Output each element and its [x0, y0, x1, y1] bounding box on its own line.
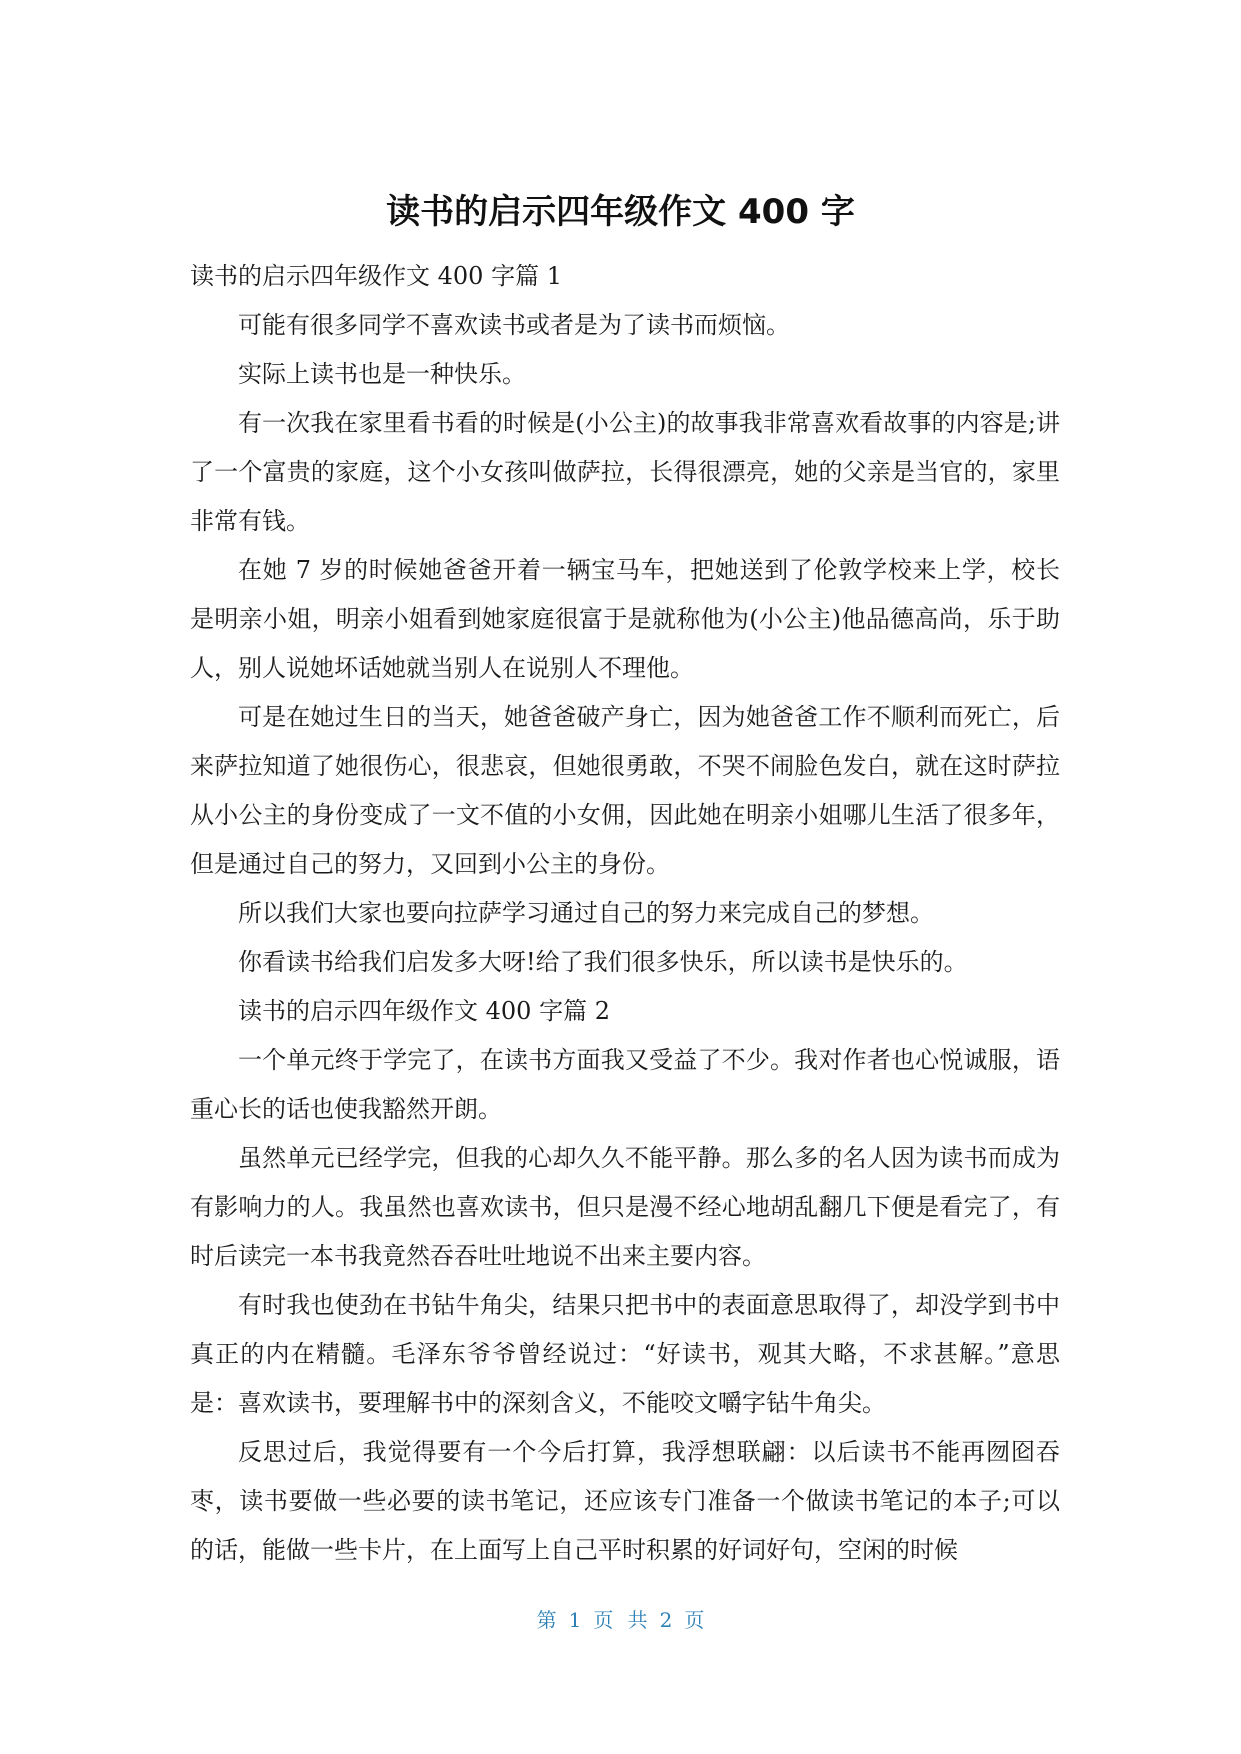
- paragraph: 一个单元终于学完了，在读书方面我又受益了不少。我对作者也心悦诚服，语重心长的话也使我豁然开朗。: [190, 1046, 1060, 1123]
- footer-label-of: 页 共: [593, 1608, 648, 1632]
- paragraph: 实际上读书也是一种快乐。: [238, 360, 526, 388]
- paragraph: 在她 7 岁的时候她爸爸开着一辆宝马车，把她送到了伦敦学校来上学，校长是明亲小姐，明亲小姐看到她家庭很富于是就称他为(小公主)他品德高尚，乐于助人，别人说她坏话她就当别人在说别人不理他。: [190, 556, 1060, 682]
- paragraph: 你看读书给我们启发多大呀!给了我们很多快乐，所以读书是快乐的。: [238, 948, 968, 976]
- document-title: 读书的启示四年级作文 400 字: [386, 192, 855, 232]
- paragraph: 可能有很多同学不喜欢读书或者是为了读书而烦恼。: [238, 311, 790, 339]
- section-heading-1: 读书的启示四年级作文 400 字篇 1: [190, 262, 562, 290]
- footer-total-pages: 2: [659, 1608, 673, 1632]
- footer-current-page: 1: [568, 1608, 582, 1632]
- page-footer: [0, 1606, 1241, 1634]
- paragraph: 可是在她过生日的当天，她爸爸破产身亡，因为她爸爸工作不顺利而死亡，后来萨拉知道了她很伤心，很悲哀，但她很勇敢，不哭不闹脸色发白，就在这时萨拉从小公主的身份变成了一文不值的小女佣，因此她在明亲小姐哪儿生活了很多年，但是通过自己的努力，又回到小公主的身份。: [190, 703, 1060, 878]
- paragraph: 有一次我在家里看书看的时候是(小公主)的故事我非常喜欢看故事的内容是;讲了一个富贵的家庭，这个小女孩叫做萨拉，长得很漂亮，她的父亲是当官的，家里非常有钱。: [190, 409, 1060, 535]
- paragraph: 有时我也使劲在书钻牛角尖，结果只把书中的表面意思取得了，却没学到书中真正的内在精髓。毛泽东爷爷曾经说过：“好读书，观其大略，不求甚解。”意思是：喜欢读书，要理解书中的深刻含义，不能咬文嚼字钻牛角尖。: [190, 1291, 1060, 1417]
- paragraph: 所以我们大家也要向拉萨学习通过自己的努力来完成自己的梦想。: [238, 899, 934, 927]
- paragraph: 虽然单元已经学完，但我的心却久久不能平静。那么多的名人因为读书而成为有影响力的人。我虽然也喜欢读书，但只是漫不经心地胡乱翻几下便是看完了，有时后读完一本书我竟然吞吞吐吐地说不出来主要内容。: [190, 1144, 1060, 1270]
- document-body: [190, 252, 1060, 1575]
- footer-label-page: 第: [536, 1608, 557, 1632]
- footer-label-pages: 页: [684, 1608, 705, 1632]
- section-heading-2: 读书的启示四年级作文 400 字篇 2: [238, 997, 610, 1025]
- paragraph: 反思过后，我觉得要有一个今后打算，我浮想联翩：以后读书不能再囫囵吞枣，读书要做一些必要的读书笔记，还应该专门准备一个做读书笔记的本子;可以的话，能做一些卡片，在上面写上自己平时积累的好词好句，空闲的时候: [190, 1438, 1060, 1564]
